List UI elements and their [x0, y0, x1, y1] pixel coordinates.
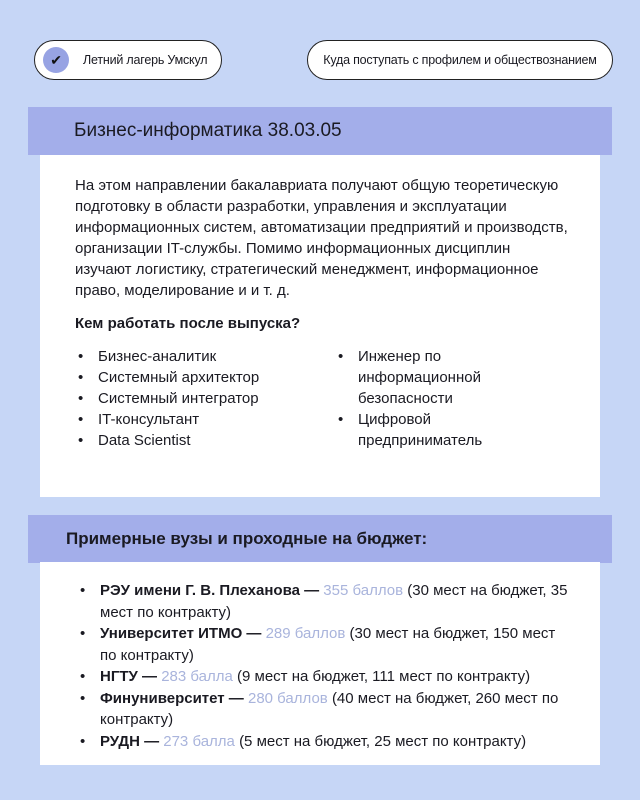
camp-pill[interactable]: [34, 40, 222, 80]
places-details: (30 мест на бюджет, 35 мест по контракту): [100, 582, 568, 621]
passing-score: 355 баллов: [323, 582, 404, 599]
university-name: НГТУ: [100, 668, 138, 685]
topic-pill[interactable]: [307, 40, 613, 80]
career-item: • Цифровой предприниматель: [338, 409, 508, 451]
university-name: Университет ИТМО: [100, 625, 243, 642]
program-title: Бизнес-информатика 38.03.05: [74, 120, 342, 141]
career-item: • Системный интегратор: [78, 388, 338, 409]
careers-heading: Кем работать после выпуска?: [75, 315, 301, 332]
universities-band: [28, 515, 612, 563]
careers-list: [40, 332, 600, 451]
places-details: (9 мест на бюджет, 111 мест по контракту): [237, 668, 531, 685]
program-description: На этом направлении бакалавриата получают общую теоретическую подготовку в области разработки, управления и эксплуатации информационных систем, автоматизации предприятий и производств, организации IT-службы. Помимо информационных дисциплин изучают логистику, стратегический менеджмент, информационное право, моделирование и и т. д.: [75, 177, 568, 299]
section-title-band: [28, 107, 612, 155]
passing-score: 283 балла: [161, 668, 233, 685]
career-item: • Инженер по информационной безопасности: [338, 346, 508, 409]
career-item: • Бизнес-аналитик: [78, 346, 338, 367]
check-icon: ✔: [43, 47, 69, 73]
university-item: • РУДН — 273 балла (5 мест на бюджет, 25 мест по контракту): [78, 731, 570, 753]
universities-list: [40, 562, 600, 752]
universities-title: Примерные вузы и проходные на бюджет:: [66, 529, 428, 548]
university-item: • Финуниверситет — 280 баллов (40 мест на бюджет, 260 мест по контракту): [78, 688, 570, 731]
camp-label: Летний лагерь Умскул: [83, 53, 208, 67]
places-details: (5 мест на бюджет, 25 мест по контракту): [239, 732, 527, 750]
program-card: [40, 155, 600, 497]
university-name: Финуниверситет: [100, 689, 225, 707]
university-item: • РЭУ имени Г. В. Плеханова — 355 баллов (30 мест на бюджет, 35 мест по контракту): [78, 580, 570, 623]
university-item: • НГТУ — 283 балла (9 мест на бюджет, 111 мест по контракту): [78, 666, 570, 688]
passing-score: 280 баллов: [247, 689, 328, 707]
passing-score: 289 баллов: [265, 625, 346, 642]
university-name: РЭУ имени Г. В. Плеханова: [100, 582, 300, 599]
university-item: • Университет ИТМО — 289 баллов (30 мест на бюджет, 150 мест по контракту): [78, 623, 570, 666]
places-details: (40 мест на бюджет, 260 мест по контракту): [100, 689, 559, 728]
topic-label: Куда поступать с профилем и обществознанием: [323, 53, 597, 67]
universities-card: [40, 562, 600, 765]
career-item: • Системный архитектор: [78, 367, 338, 388]
places-details: (30 мест на бюджет, 150 мест по контракту): [100, 625, 556, 664]
passing-score: 273 балла: [163, 732, 235, 750]
university-name: РУДН: [100, 732, 140, 750]
career-item: • IT-консультант: [78, 409, 338, 430]
career-item: • Data Scientist: [78, 430, 338, 451]
